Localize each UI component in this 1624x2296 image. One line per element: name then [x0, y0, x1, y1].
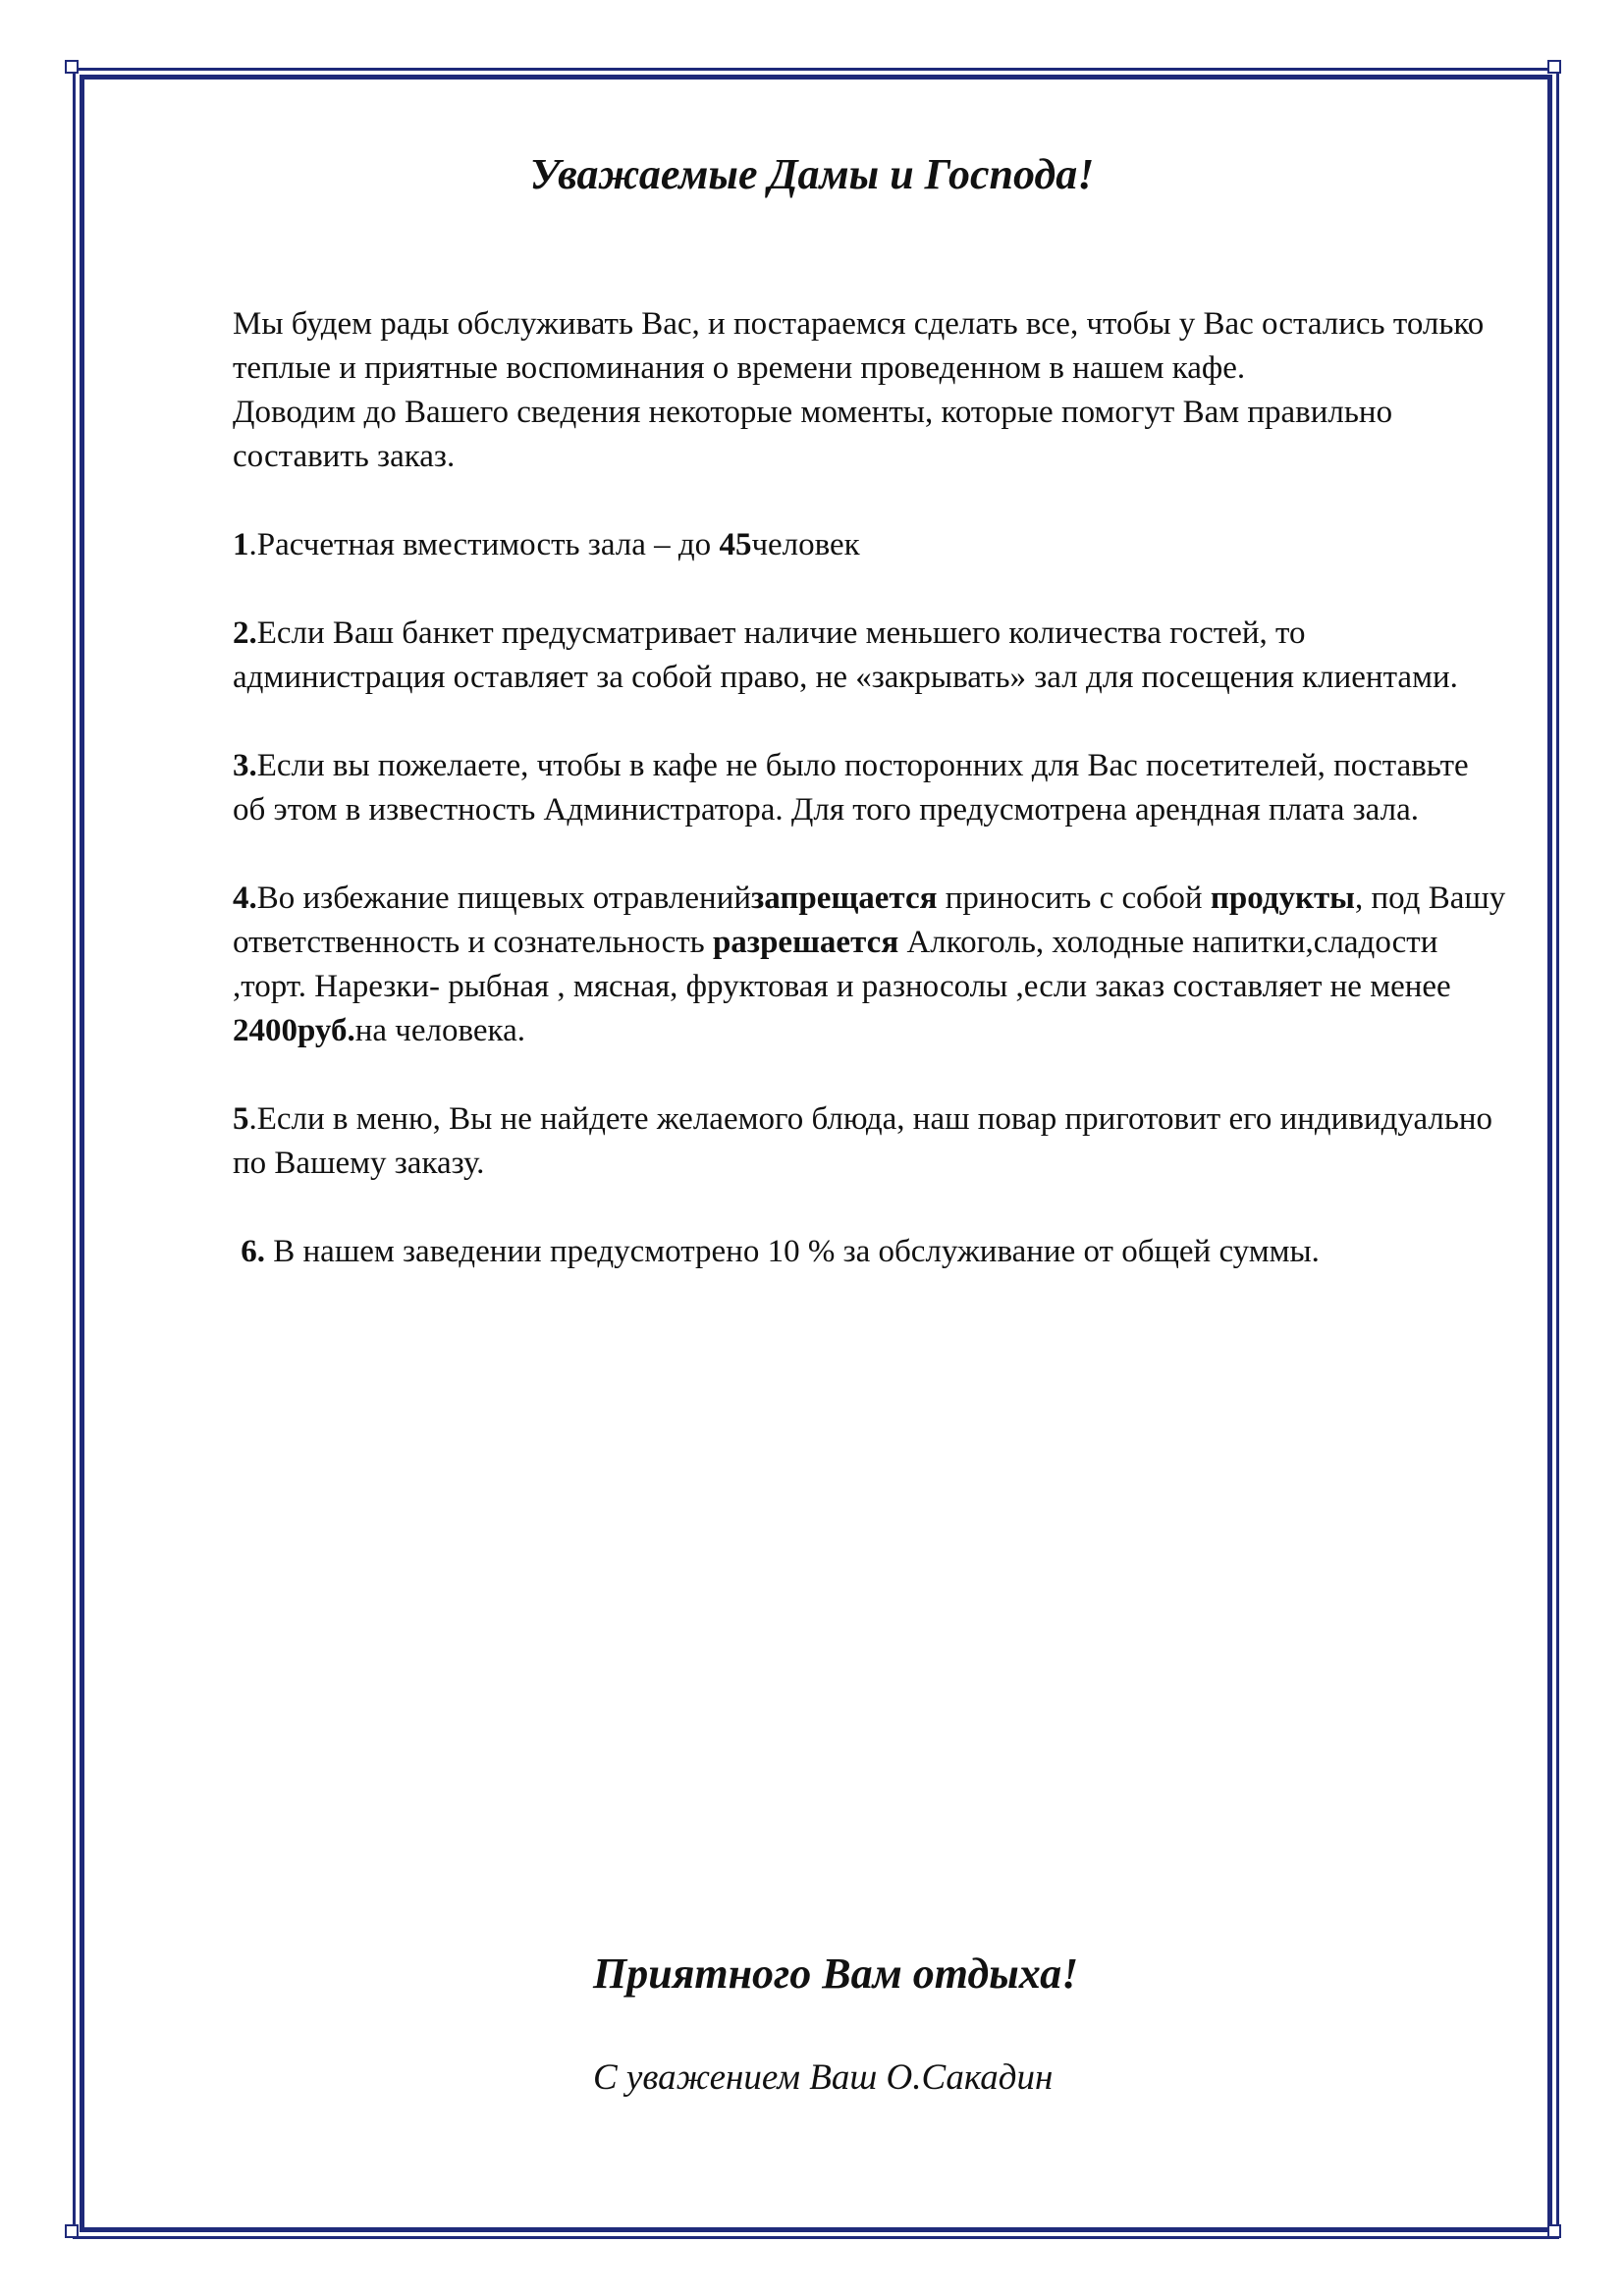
emphasis-products: продукты	[1210, 881, 1355, 916]
border-corner-ornament	[1547, 60, 1561, 74]
rule-number: 2.	[233, 615, 257, 651]
border-corner-ornament	[65, 60, 79, 74]
rule-item-3: 3.Если вы пожелаете, чтобы в кафе не было посторонних для Вас посетителей, поставьте об этом в известность Администратора. Для того предусмотрена арендная плата зала.	[233, 748, 1469, 828]
page-title: Уважаемые Дамы и Господа!	[529, 150, 1095, 198]
capacity-value: 45	[719, 527, 752, 562]
intro-paragraph: Доводим до Вашего сведения некоторые моменты, которые помогут Вам правильно составить заказ.	[233, 395, 1393, 474]
rule-item-2: 2.Если Ваш банкет предусматривает наличие меньшего количества гостей, то администрация оставляет за собой право, не «закрывать» зал для посещения клиентами.	[233, 615, 1458, 695]
border-corner-ornament	[1547, 2224, 1561, 2238]
emphasis-prohibited: запрещается	[751, 881, 938, 916]
rule-item-5: 5.Если в меню, Вы не найдете желаемого блюда, наш повар приготовит его индивидуально по Вашему заказу.	[233, 1101, 1493, 1181]
rule-item-1: 1.Расчетная вместимость зала – до 45человек	[233, 527, 860, 562]
closing-line: Приятного Вам отдыха!	[593, 1949, 1079, 1998]
rule-item-4: 4.Во избежание пищевых отравленийзапрещается приносить с собой продукты, под Вашу ответственность и сознательность разрешается Алкоголь, холодные напитки,сладости ,торт. Нарезки- рыбная , мясная, фруктовая и разносолы ,если заказ составляет не менее 2400руб.на человека.	[233, 881, 1506, 1048]
price-value: 2400руб.	[233, 1013, 355, 1048]
border-corner-ornament	[65, 2224, 79, 2238]
intro-paragraph: Мы будем рады обслуживать Вас, и постараемся сделать все, чтобы у Вас остались только теплые и приятные воспоминания о времени проведенном в нашем кафе.	[233, 306, 1485, 386]
signature-line: С уважением Ваш О.Сакадин	[593, 2057, 1054, 2098]
emphasis-allowed: разрешается	[712, 925, 899, 960]
rule-number: 3.	[233, 748, 257, 783]
rule-number: 1	[233, 527, 249, 562]
rule-number: 5	[233, 1101, 249, 1137]
rule-item-6: 6. В нашем заведении предусмотрено 10 % за обслуживание от общей суммы.	[233, 1234, 1320, 1269]
rule-number: 6.	[233, 1234, 265, 1269]
rule-number: 4.	[233, 881, 257, 916]
document-body	[233, 302, 1509, 1274]
